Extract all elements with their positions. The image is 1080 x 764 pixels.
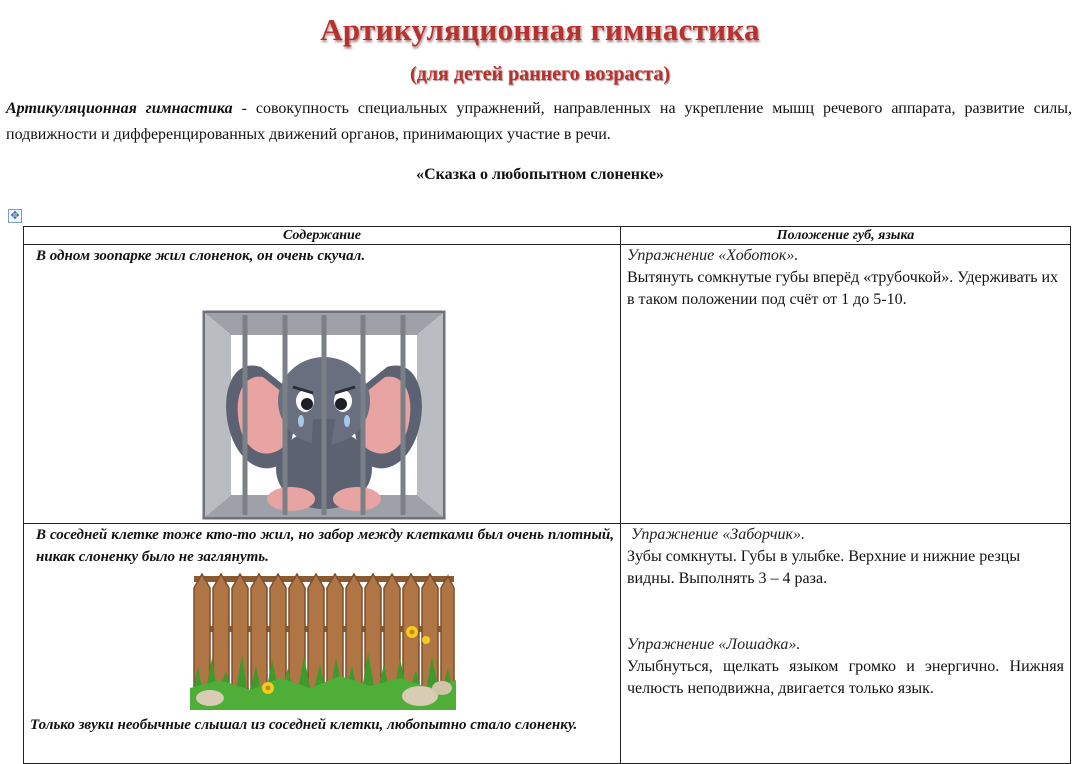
story-text: В одном зоопарке жил слоненок, он очень скучал. xyxy=(36,248,366,264)
exercise-description: Улыбнуться, щелкать языком громко и энергично. Нижняя челюсть неподвижна, двигается только язык. xyxy=(627,658,1064,697)
move-handle-icon[interactable]: ✥ xyxy=(8,209,22,223)
position-cell xyxy=(621,245,1071,524)
intro-term: Артикуляционная гимнастика xyxy=(6,100,233,117)
exercise-name: Упражнение «Хоботок». xyxy=(627,247,799,264)
story-title: «Сказка о любопытном слоненке» xyxy=(416,166,664,183)
exercise-description: Зубы сомкнуты. Губы в улыбке. Верхние и нижние резцы видны. Выполнять 3 – 4 раза. xyxy=(627,548,1021,587)
story-cell xyxy=(24,245,621,524)
exercise-name: Упражнение «Заборчик». xyxy=(631,526,805,543)
header-content: Содержание xyxy=(24,227,621,245)
exercise-table xyxy=(23,226,1071,764)
page-subtitle: (для детей раннего возраста) xyxy=(409,63,671,85)
position-cell xyxy=(621,524,1071,764)
table-row xyxy=(24,245,1071,524)
intro-paragraph xyxy=(6,96,1072,148)
story-text-after: Только звуки необычные слышал из соседней клетки, любопытно стало слоненку. xyxy=(30,717,578,733)
exercise-name: Упражнение «Лошадка». xyxy=(627,636,801,653)
page-title: Артикуляционная гимнастика xyxy=(320,12,760,47)
exercise-description: Вытянуть сомкнутые губы вперёд «трубочкой». Удерживать их в таком положении под счёт от 1 до 5-10. xyxy=(627,269,1059,308)
intro-text: - совокупность специальных упражнений, направленных на укрепление мышц речевого аппарата, развитие силы, подвижности и дифференцированных движений органов, принимающих участие в речи. xyxy=(6,100,1072,143)
story-text: В соседней клетке тоже кто-то жил, но забор между клетками был очень плотный, никак слоненку было не заглянуть. xyxy=(36,527,614,565)
header-position: Положение губ, языка xyxy=(621,227,1071,245)
table-row xyxy=(24,524,1071,764)
table-header-row xyxy=(24,227,1071,245)
elephant-cage-image xyxy=(201,309,447,521)
fence-image xyxy=(190,570,456,710)
story-cell xyxy=(24,524,621,764)
